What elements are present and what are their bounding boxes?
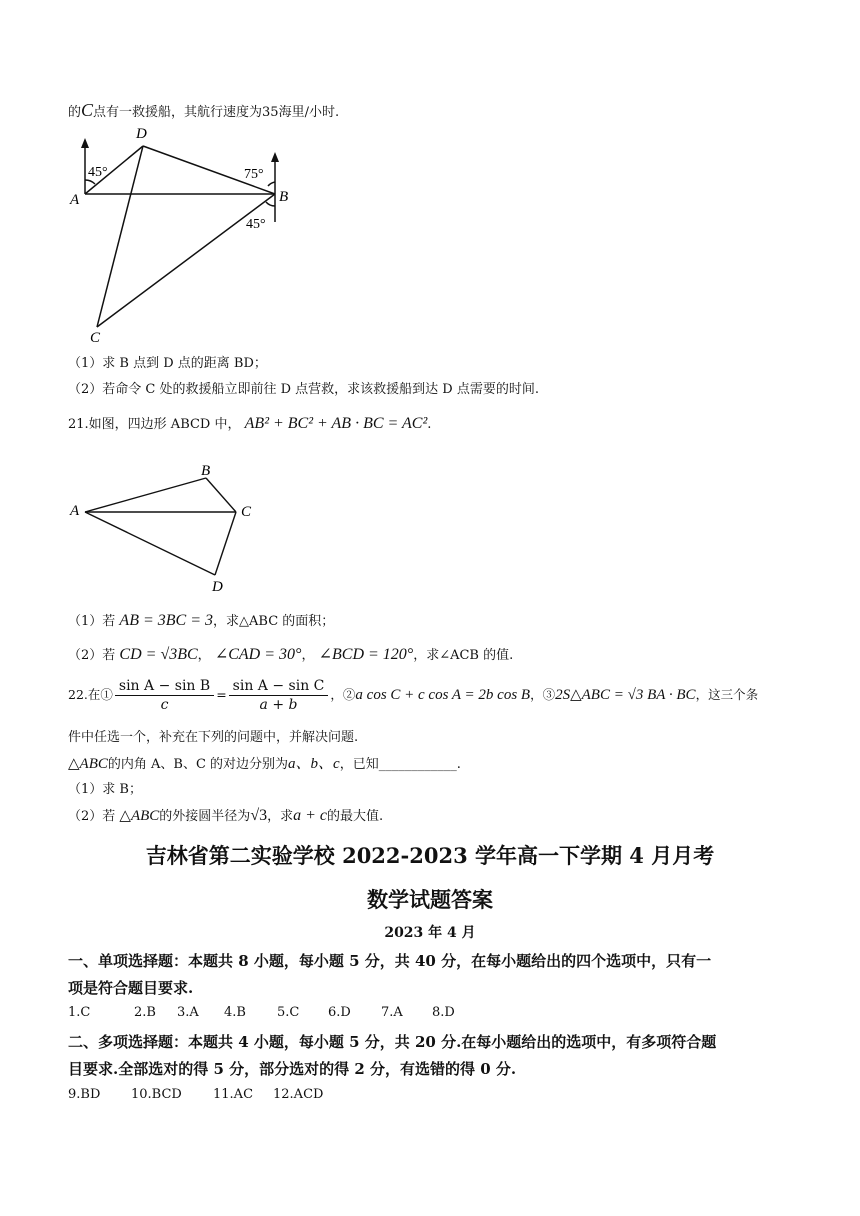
label-a: A xyxy=(70,192,80,208)
label-b: B xyxy=(279,189,289,205)
answer-item: 3.A xyxy=(177,1005,199,1020)
label-b: B xyxy=(201,463,211,479)
q22-line3-text: 的内角 A、B、C 的对边分别为 xyxy=(107,757,289,772)
answer-item: 12.ACD xyxy=(273,1087,324,1102)
answer-date: 2023 年 4 月 xyxy=(384,925,476,941)
q21-part1-prefix: （1）若 xyxy=(68,614,116,629)
label-d: D xyxy=(212,579,223,595)
q20-part2: （2）若命令 C 处的救援船立即前往 D 点营救，求该救援船到达 D 点需要的时间. xyxy=(68,382,539,397)
answer-subtitle: 数学试题答案 xyxy=(367,887,493,912)
label-d: D xyxy=(136,126,147,142)
intro-prefix: 的 xyxy=(68,105,82,120)
q22-frac2-denominator: a + b xyxy=(259,697,298,713)
section2-heading-line1: 二、多项选择题：本题共 4 小题，每小题 5 分，共 20 分.在每小题给出的选项中，有多项符合题 xyxy=(68,1033,717,1051)
answer-item: 8.D xyxy=(432,1005,455,1020)
q22-cond3-label: ，③ xyxy=(530,687,556,702)
segment-cd xyxy=(215,512,236,575)
answer-item: 6.D xyxy=(328,1005,351,1020)
q21-part2-mid1: ， xyxy=(197,648,211,663)
angle-label-a: 45° xyxy=(88,165,108,180)
q21-part2-suffix: ，求∠ACB 的值. xyxy=(413,648,514,663)
answer-item: 9.BD xyxy=(68,1087,101,1102)
q22-equals: = xyxy=(216,687,227,702)
q22-part2-tail: 的最大值. xyxy=(327,809,384,824)
answer-title: 吉林省第二实验学校 2022-2023 学年高一下学期 4 月月考 xyxy=(145,843,715,868)
q22-stem xyxy=(68,677,758,714)
angle-arc-b-bottom xyxy=(266,202,275,206)
q21-part2-math1: CD = √3BC xyxy=(119,646,198,663)
q21-part1-suffix: ，求△ABC 的面积； xyxy=(213,614,335,629)
section2-heading-line2: 目要求.全部选对的得 5 分，部分选对的得 2 分，有选错的得 0 分. xyxy=(68,1060,517,1078)
intro-line xyxy=(68,100,339,121)
q22-part2-mid2: ，求 xyxy=(267,809,294,824)
q22-part1: （1）求 B； xyxy=(68,782,142,797)
figure-quadrilateral xyxy=(60,458,280,598)
north-arrow-a xyxy=(81,138,89,148)
q22-cond2-label: ，② xyxy=(330,687,356,702)
q22-frac1-denominator: c xyxy=(160,697,169,713)
q22-part2-triangle: △ABC xyxy=(119,808,160,824)
answer-item: 4.B xyxy=(224,1005,246,1020)
q21-stem-prefix: 21.如图，四边形 ABCD 中， xyxy=(68,417,241,432)
q20-part1: （1）求 B 点到 D 点的距离 BD； xyxy=(68,356,267,371)
intro-point: C xyxy=(81,100,94,120)
q21-part2-math2: ∠CAD = 30° xyxy=(214,646,302,663)
answer-item: 10.BCD xyxy=(131,1087,182,1102)
label-a: A xyxy=(70,503,80,519)
q21-part1 xyxy=(68,610,334,630)
figure-rescue-triangle xyxy=(60,122,360,352)
q21-part2-math3: ∠BCD = 120° xyxy=(318,646,414,663)
q21-stem-math: AB² + BC² + AB · BC = AC² xyxy=(244,415,428,432)
q21-stem-suffix: . xyxy=(427,417,432,432)
north-arrow-b xyxy=(271,152,279,162)
angle-arc-a xyxy=(85,180,95,184)
q22-part2 xyxy=(68,805,383,825)
q22-part2-mid: 的外接圆半径为 xyxy=(159,809,251,824)
q22-frac1-numerator: sin A − sin B xyxy=(115,677,214,696)
q22-cond2-math: a cos C + c cos A = 2b cos B xyxy=(355,687,531,703)
label-c: C xyxy=(241,504,252,520)
q22-line3 xyxy=(68,752,461,773)
answer-item: 7.A xyxy=(381,1005,403,1020)
section1-heading-line1: 一、单项选择题：本题共 8 小题，每小题 5 分，共 40 分，在每小题给出的四个选项中，只有一 xyxy=(68,952,712,970)
q22-line3-triangle: △ABC xyxy=(68,756,108,772)
label-c: C xyxy=(90,330,101,346)
section1-heading-line2: 项是符合题目要求. xyxy=(68,979,194,997)
angle-label-b-north: 75° xyxy=(244,167,264,182)
answer-item: 5.C xyxy=(277,1005,300,1020)
q21-part2-mid2: ， xyxy=(301,648,315,663)
q22-line3-vars: a、b、c xyxy=(288,756,340,772)
answer-item: 1.C xyxy=(68,1005,91,1020)
q21-part2-prefix: （2）若 xyxy=(68,648,116,663)
q22-cond3-math: 2S△ABC = √3 BA · BC xyxy=(555,687,696,703)
q22-fraction-1 xyxy=(115,677,214,714)
q22-prefix: 22.在① xyxy=(68,687,113,702)
q22-part2-expr: a + c xyxy=(293,807,328,824)
angle-label-b-south: 45° xyxy=(246,217,266,232)
answer-item: 11.AC xyxy=(213,1087,254,1102)
q21-part1-math: AB = 3BC = 3 xyxy=(119,612,214,629)
q22-line2: 件中任选一个，补充在下列的问题中，并解决问题. xyxy=(68,730,359,745)
q22-fraction-2 xyxy=(229,677,329,714)
angle-arc-b-top xyxy=(268,182,275,186)
q22-frac2-numerator: sin A − sin C xyxy=(229,677,329,696)
segment-cb xyxy=(97,194,275,327)
intro-suffix: 点有一救援船，其航行速度为35海里/小时. xyxy=(93,105,340,120)
q22-line3-tail: ，已知____________. xyxy=(339,757,461,772)
segment-ad xyxy=(85,512,215,575)
segment-bc xyxy=(206,478,236,512)
segment-ab xyxy=(85,478,206,512)
q21-stem xyxy=(68,413,431,433)
q22-cond-tail: ，这三个条 xyxy=(695,687,759,702)
q22-part2-root: √3 xyxy=(250,807,268,824)
q22-part2-prefix: （2）若 xyxy=(68,809,116,824)
answer-item: 2.B xyxy=(134,1005,156,1020)
q21-part2 xyxy=(68,644,513,664)
